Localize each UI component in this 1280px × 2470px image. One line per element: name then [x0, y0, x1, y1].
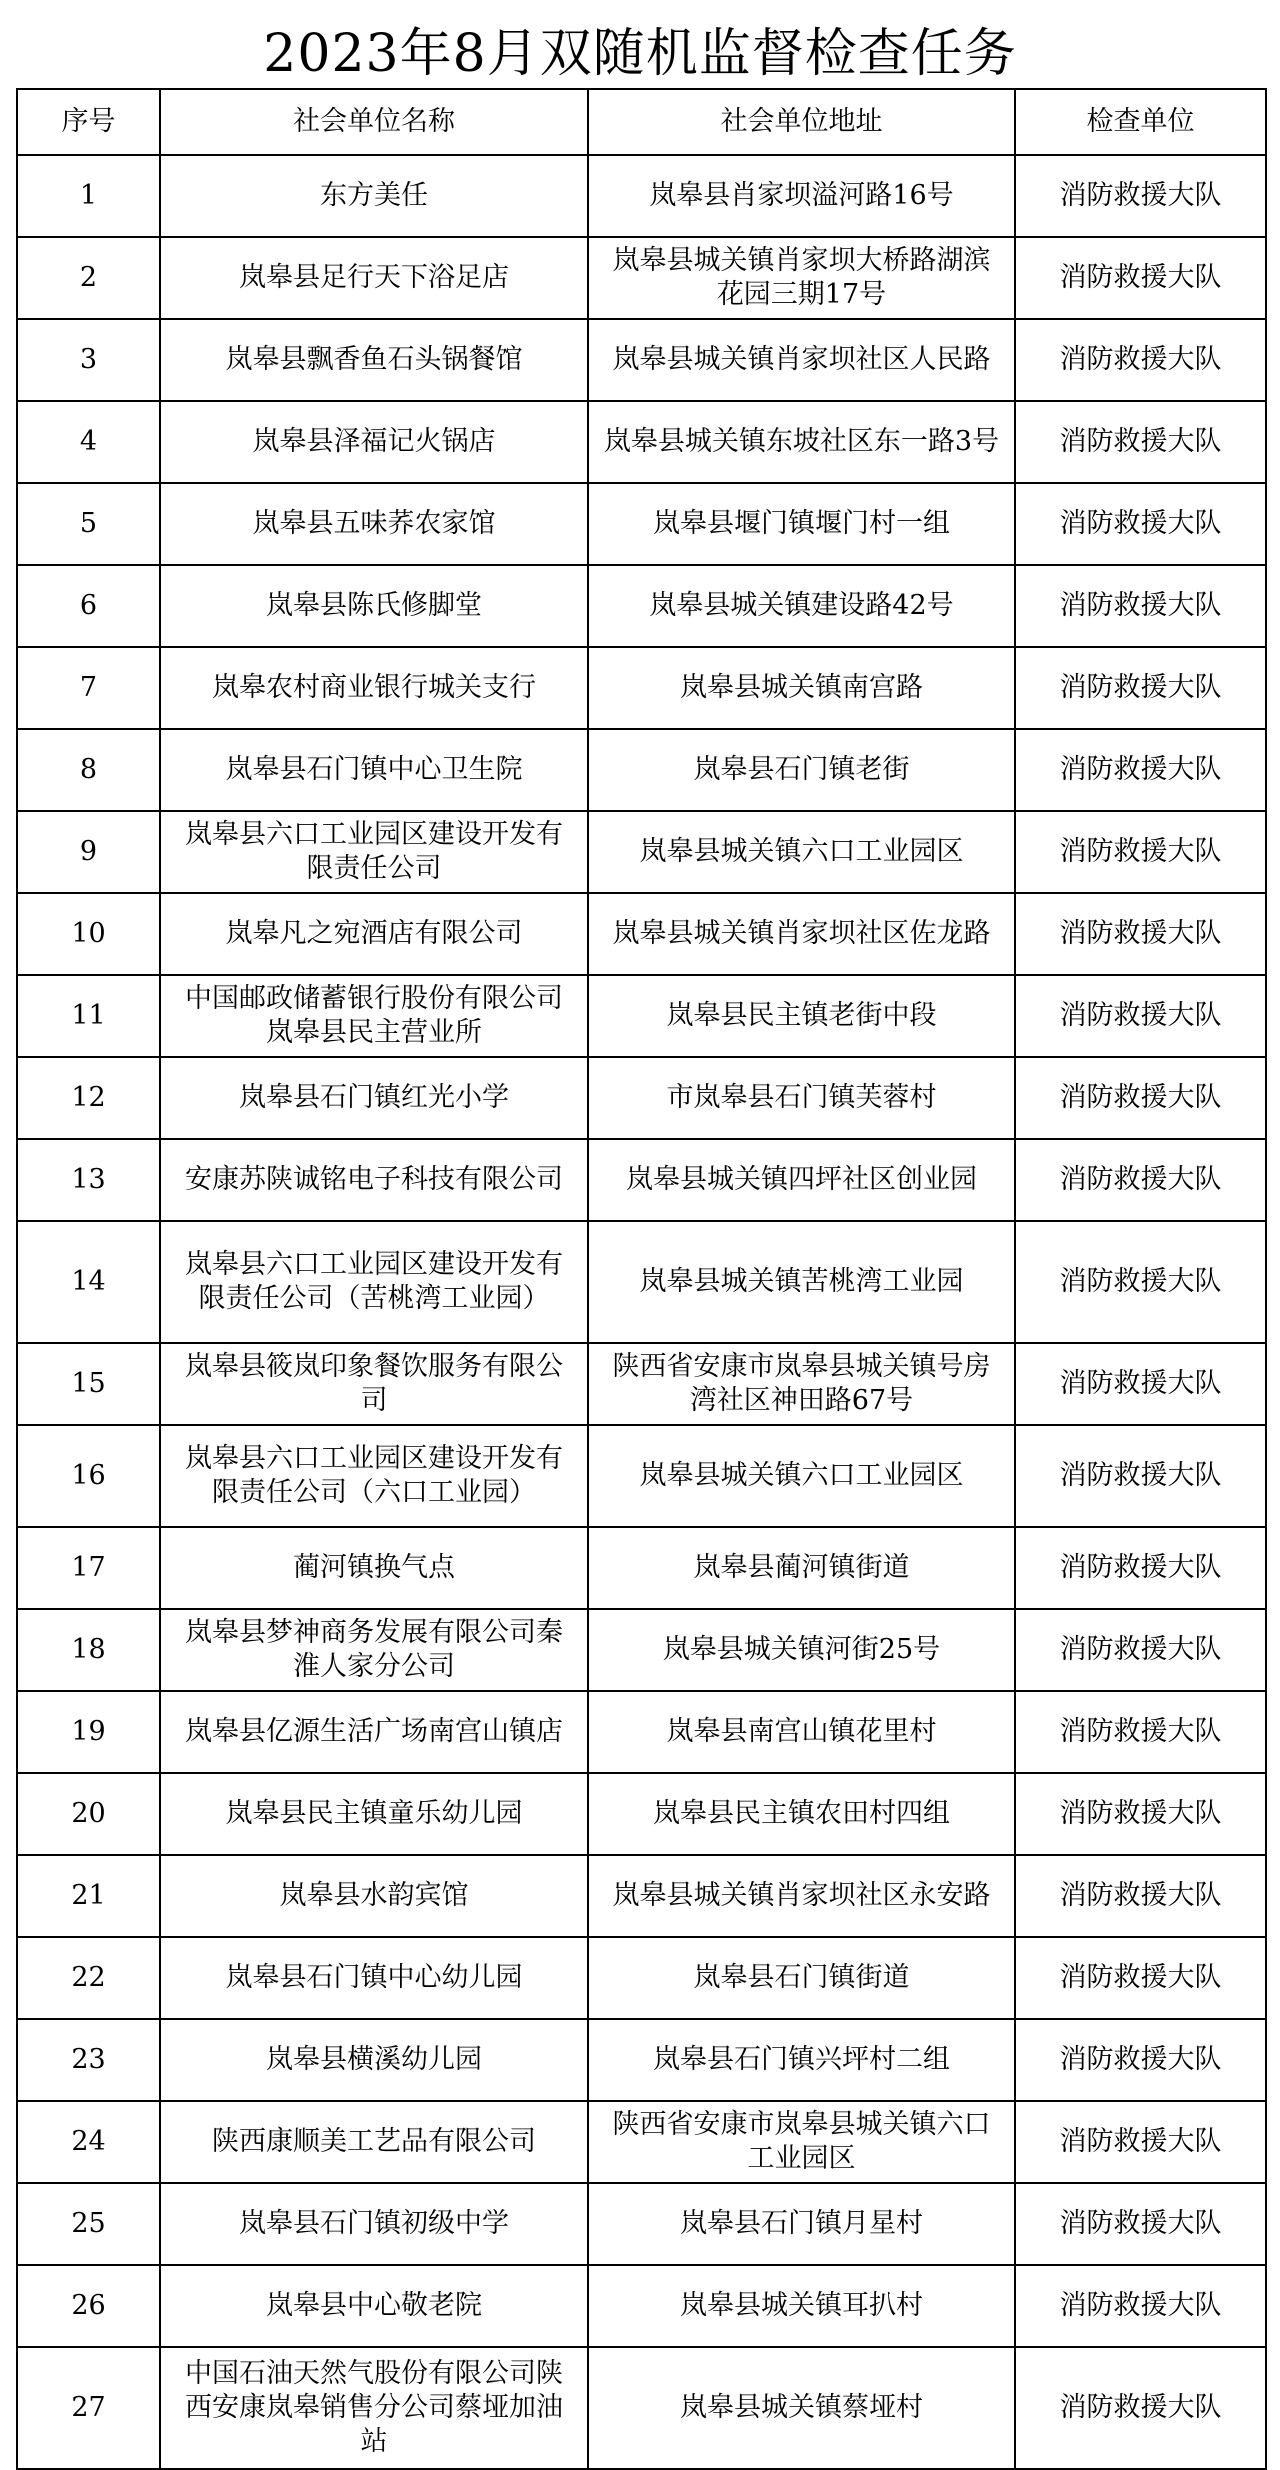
cell-serial-number: 7 [17, 647, 160, 729]
cell-inspection-unit: 消防救援大队 [1015, 2019, 1266, 2101]
table-body [17, 155, 1266, 2469]
cell-unit-name: 岚皋县石门镇中心幼儿园 [160, 1937, 588, 2019]
cell-unit-name: 岚皋县中心敬老院 [160, 2265, 588, 2347]
cell-serial-number: 26 [17, 2265, 160, 2347]
cell-unit-address: 岚皋县城关镇苦桃湾工业园 [588, 1221, 1015, 1343]
cell-unit-address: 岚皋县城关镇四坪社区创业园 [588, 1139, 1015, 1221]
cell-inspection-unit: 消防救援大队 [1015, 1343, 1266, 1425]
cell-inspection-unit: 消防救援大队 [1015, 975, 1266, 1057]
cell-unit-address: 岚皋县城关镇六口工业园区 [588, 1425, 1015, 1527]
cell-inspection-unit: 消防救援大队 [1015, 319, 1266, 401]
cell-inspection-unit: 消防救援大队 [1015, 1937, 1266, 2019]
cell-unit-name: 岚皋县水韵宾馆 [160, 1855, 588, 1937]
cell-unit-name: 岚皋县六口工业园区建设开发有限责任公司 [160, 811, 588, 893]
cell-inspection-unit: 消防救援大队 [1015, 1527, 1266, 1609]
cell-serial-number: 23 [17, 2019, 160, 2101]
table-row [17, 2183, 1266, 2265]
table-row [17, 1425, 1266, 1527]
cell-serial-number: 4 [17, 401, 160, 483]
table-row [17, 1855, 1266, 1937]
cell-unit-address: 岚皋县石门镇街道 [588, 1937, 1015, 2019]
cell-serial-number: 11 [17, 975, 160, 1057]
cell-inspection-unit: 消防救援大队 [1015, 155, 1266, 237]
cell-unit-address: 岚皋县城关镇河街25号 [588, 1609, 1015, 1691]
table-row [17, 401, 1266, 483]
cell-serial-number: 8 [17, 729, 160, 811]
cell-serial-number: 16 [17, 1425, 160, 1527]
cell-serial-number: 21 [17, 1855, 160, 1937]
table-header-row [17, 89, 1266, 155]
cell-unit-name: 岚皋县飘香鱼石头锅餐馆 [160, 319, 588, 401]
cell-inspection-unit: 消防救援大队 [1015, 1855, 1266, 1937]
cell-inspection-unit: 消防救援大队 [1015, 1691, 1266, 1773]
cell-serial-number: 18 [17, 1609, 160, 1691]
cell-serial-number: 20 [17, 1773, 160, 1855]
cell-unit-address: 岚皋县城关镇东坡社区东一路3号 [588, 401, 1015, 483]
cell-inspection-unit: 消防救援大队 [1015, 893, 1266, 975]
cell-unit-name: 岚皋县六口工业园区建设开发有限责任公司（六口工业园） [160, 1425, 588, 1527]
cell-unit-address: 岚皋县民主镇老街中段 [588, 975, 1015, 1057]
cell-unit-name: 岚皋凡之宛酒店有限公司 [160, 893, 588, 975]
cell-unit-name: 岚皋县六口工业园区建设开发有限责任公司（苦桃湾工业园） [160, 1221, 588, 1343]
cell-unit-address: 陕西省安康市岚皋县城关镇六口工业园区 [588, 2101, 1015, 2183]
cell-unit-address: 岚皋县南宫山镇花里村 [588, 1691, 1015, 1773]
table-row [17, 1527, 1266, 1609]
cell-serial-number: 24 [17, 2101, 160, 2183]
table-row [17, 1937, 1266, 2019]
cell-unit-address: 岚皋县城关镇肖家坝社区人民路 [588, 319, 1015, 401]
cell-serial-number: 19 [17, 1691, 160, 1773]
cell-serial-number: 10 [17, 893, 160, 975]
cell-unit-name: 蔺河镇换气点 [160, 1527, 588, 1609]
header-serial-number: 序号 [17, 89, 160, 155]
cell-unit-name: 岚皋县陈氏修脚堂 [160, 565, 588, 647]
cell-inspection-unit: 消防救援大队 [1015, 647, 1266, 729]
table-row [17, 1221, 1266, 1343]
table-row [17, 975, 1266, 1057]
table-row [17, 2265, 1266, 2347]
cell-unit-address: 陕西省安康市岚皋县城关镇号房湾社区神田路67号 [588, 1343, 1015, 1425]
cell-serial-number: 27 [17, 2347, 160, 2469]
cell-inspection-unit: 消防救援大队 [1015, 1057, 1266, 1139]
cell-unit-address: 市岚皋县石门镇芙蓉村 [588, 1057, 1015, 1139]
table-row [17, 483, 1266, 565]
table-row [17, 2019, 1266, 2101]
inspection-task-table [16, 88, 1267, 2470]
cell-serial-number: 13 [17, 1139, 160, 1221]
cell-serial-number: 25 [17, 2183, 160, 2265]
cell-serial-number: 3 [17, 319, 160, 401]
cell-unit-name: 岚皋县筱岚印象餐饮服务有限公司 [160, 1343, 588, 1425]
table-row [17, 2347, 1266, 2469]
table-row [17, 1691, 1266, 1773]
cell-unit-address: 岚皋县城关镇耳扒村 [588, 2265, 1015, 2347]
table-row [17, 1343, 1266, 1425]
cell-serial-number: 5 [17, 483, 160, 565]
table-row [17, 811, 1266, 893]
cell-unit-address: 岚皋县城关镇肖家坝社区佐龙路 [588, 893, 1015, 975]
cell-unit-name: 岚皋县梦神商务发展有限公司秦淮人家分公司 [160, 1609, 588, 1691]
header-unit-address: 社会单位地址 [588, 89, 1015, 155]
cell-serial-number: 9 [17, 811, 160, 893]
cell-serial-number: 22 [17, 1937, 160, 2019]
table-row [17, 237, 1266, 319]
cell-unit-name: 岚皋县石门镇中心卫生院 [160, 729, 588, 811]
cell-unit-address: 岚皋县城关镇肖家坝社区永安路 [588, 1855, 1015, 1937]
cell-inspection-unit: 消防救援大队 [1015, 1221, 1266, 1343]
cell-inspection-unit: 消防救援大队 [1015, 2101, 1266, 2183]
cell-inspection-unit: 消防救援大队 [1015, 1773, 1266, 1855]
table-row [17, 893, 1266, 975]
cell-inspection-unit: 消防救援大队 [1015, 401, 1266, 483]
cell-serial-number: 2 [17, 237, 160, 319]
cell-inspection-unit: 消防救援大队 [1015, 1609, 1266, 1691]
table-row [17, 1773, 1266, 1855]
cell-inspection-unit: 消防救援大队 [1015, 565, 1266, 647]
cell-unit-name: 岚皋县民主镇童乐幼儿园 [160, 1773, 588, 1855]
cell-unit-name: 岚皋县足行天下浴足店 [160, 237, 588, 319]
header-unit-name: 社会单位名称 [160, 89, 588, 155]
cell-serial-number: 15 [17, 1343, 160, 1425]
cell-unit-name: 安康苏陕诚铭电子科技有限公司 [160, 1139, 588, 1221]
header-inspection-unit: 检查单位 [1015, 89, 1266, 155]
table-row [17, 2101, 1266, 2183]
cell-inspection-unit: 消防救援大队 [1015, 1425, 1266, 1527]
cell-unit-address: 岚皋县石门镇老街 [588, 729, 1015, 811]
cell-unit-name: 岚皋县横溪幼儿园 [160, 2019, 588, 2101]
cell-inspection-unit: 消防救援大队 [1015, 2347, 1266, 2469]
cell-inspection-unit: 消防救援大队 [1015, 2183, 1266, 2265]
table-row [17, 1057, 1266, 1139]
cell-inspection-unit: 消防救援大队 [1015, 237, 1266, 319]
cell-unit-address: 岚皋县城关镇六口工业园区 [588, 811, 1015, 893]
cell-unit-address: 岚皋县堰门镇堰门村一组 [588, 483, 1015, 565]
table-row [17, 155, 1266, 237]
cell-unit-address: 岚皋县城关镇南宫路 [588, 647, 1015, 729]
table-row [17, 565, 1266, 647]
table-row [17, 1609, 1266, 1691]
cell-serial-number: 14 [17, 1221, 160, 1343]
cell-inspection-unit: 消防救援大队 [1015, 1139, 1266, 1221]
cell-unit-address: 岚皋县石门镇月星村 [588, 2183, 1015, 2265]
cell-unit-address: 岚皋县城关镇蔡垭村 [588, 2347, 1015, 2469]
cell-unit-name: 岚皋县泽福记火锅店 [160, 401, 588, 483]
cell-serial-number: 1 [17, 155, 160, 237]
cell-unit-name: 岚皋农村商业银行城关支行 [160, 647, 588, 729]
page-title: 2023年8月双随机监督检查任务 [263, 24, 1017, 84]
cell-inspection-unit: 消防救援大队 [1015, 483, 1266, 565]
cell-unit-name: 岚皋县亿源生活广场南宫山镇店 [160, 1691, 588, 1773]
cell-unit-name: 岚皋县五味荞农家馆 [160, 483, 588, 565]
cell-unit-name: 岚皋县石门镇红光小学 [160, 1057, 588, 1139]
cell-unit-name: 岚皋县石门镇初级中学 [160, 2183, 588, 2265]
cell-unit-name: 中国邮政储蓄银行股份有限公司岚皋县民主营业所 [160, 975, 588, 1057]
table-row [17, 1139, 1266, 1221]
cell-unit-address: 岚皋县民主镇农田村四组 [588, 1773, 1015, 1855]
cell-serial-number: 6 [17, 565, 160, 647]
cell-unit-name: 东方美任 [160, 155, 588, 237]
cell-serial-number: 12 [17, 1057, 160, 1139]
table-row [17, 729, 1266, 811]
table-row [17, 647, 1266, 729]
cell-unit-name: 中国石油天然气股份有限公司陕西安康岚皋销售分公司蔡垭加油站 [160, 2347, 588, 2469]
cell-serial-number: 17 [17, 1527, 160, 1609]
cell-unit-name: 陕西康顺美工艺品有限公司 [160, 2101, 588, 2183]
cell-unit-address: 岚皋县城关镇建设路42号 [588, 565, 1015, 647]
cell-inspection-unit: 消防救援大队 [1015, 811, 1266, 893]
cell-inspection-unit: 消防救援大队 [1015, 2265, 1266, 2347]
cell-unit-address: 岚皋县城关镇肖家坝大桥路湖滨花园三期17号 [588, 237, 1015, 319]
table-row [17, 319, 1266, 401]
cell-inspection-unit: 消防救援大队 [1015, 729, 1266, 811]
cell-unit-address: 岚皋县蔺河镇街道 [588, 1527, 1015, 1609]
cell-unit-address: 岚皋县石门镇兴坪村二组 [588, 2019, 1015, 2101]
cell-unit-address: 岚皋县肖家坝溢河路16号 [588, 155, 1015, 237]
